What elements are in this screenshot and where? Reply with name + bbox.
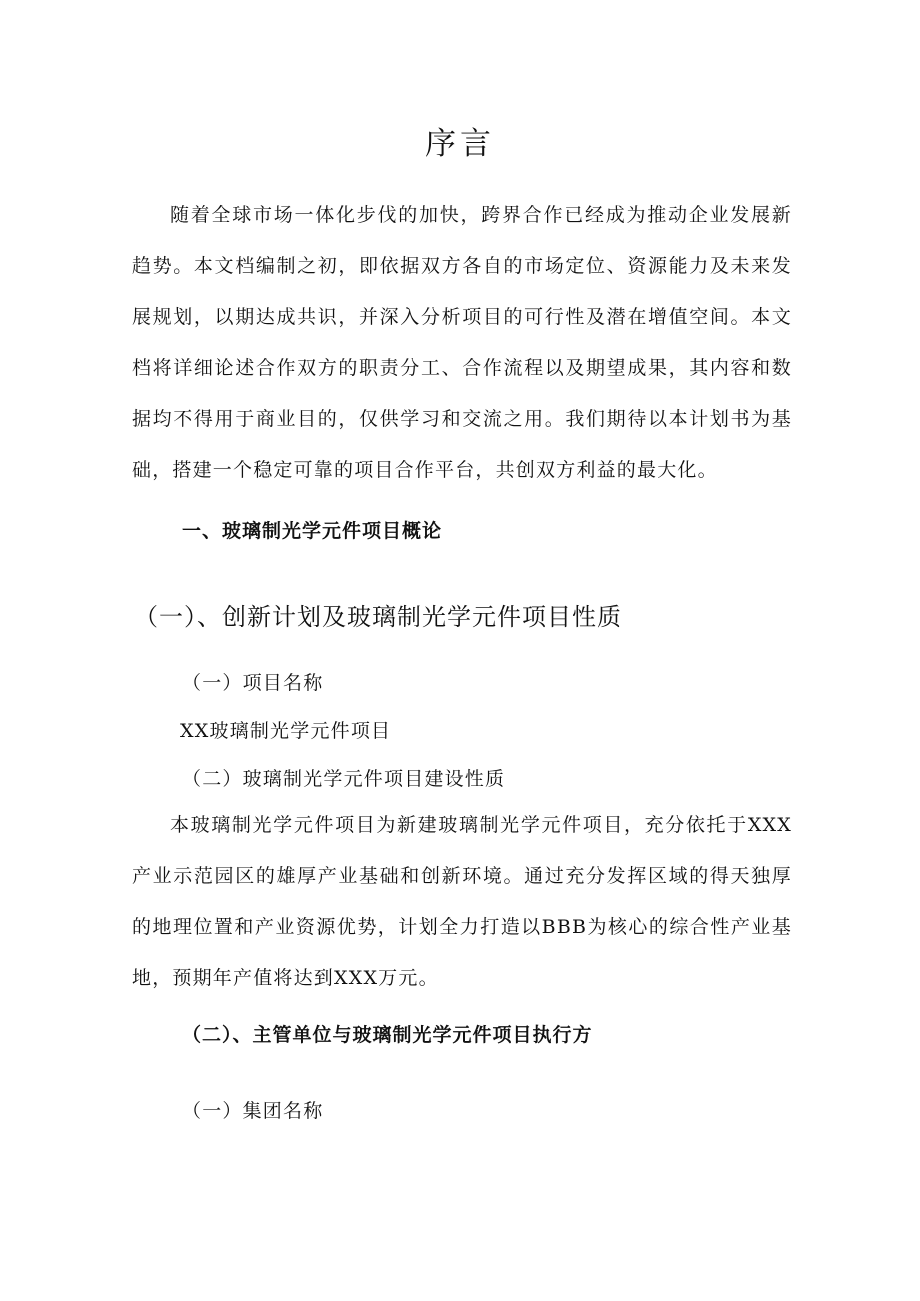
item-construction-nature-label: （二）玻璃制光学元件项目建设性质 (182, 768, 506, 790)
document-title: 序言 (425, 126, 495, 162)
item-project-name-value: XX玻璃制光学元件项目 (180, 720, 392, 742)
construction-nature-paragraph: 本玻璃制光学元件项目为新建玻璃制光学元件项目，充分依托于XXX产业示范园区的雄厚产业基础和创新环境。通过充分发挥区域的得天独厚的地理位置和产业资源优势，计划全力打造以BBB为核心的综合性产业基地，预期年产值将达到XXX万元。 (132, 814, 792, 989)
subsection-heading-executing-party: （二）、主管单位与玻璃制光学元件项目执行方 (182, 1024, 593, 1046)
section-heading-overview: 一、玻璃制光学元件项目概论 (182, 520, 443, 542)
subsection-heading-innovation-plan: （一）、创新计划及玻璃制光学元件项目性质 (134, 603, 622, 631)
item-project-name-label: （一）项目名称 (182, 672, 324, 694)
item-group-name-label: （一）集团名称 (182, 1100, 324, 1122)
intro-paragraph: 随着全球市场一体化步伐的加快，跨界合作已经成为推动企业发展新趋势。本文档编制之初，即依据双方各自的市场定位、资源能力及未来发展规划，以期达成共识，并深入分析项目的可行性及潜在增值空间。本文档将详细论述合作双方的职责分工、合作流程以及期望成果，其内容和数据均不得用于商业目的，仅供学习和交流之用。我们期待以本计划书为基础，搭建一个稳定可靠的项目合作平台，共创双方利益的最大化。 (132, 204, 792, 481)
